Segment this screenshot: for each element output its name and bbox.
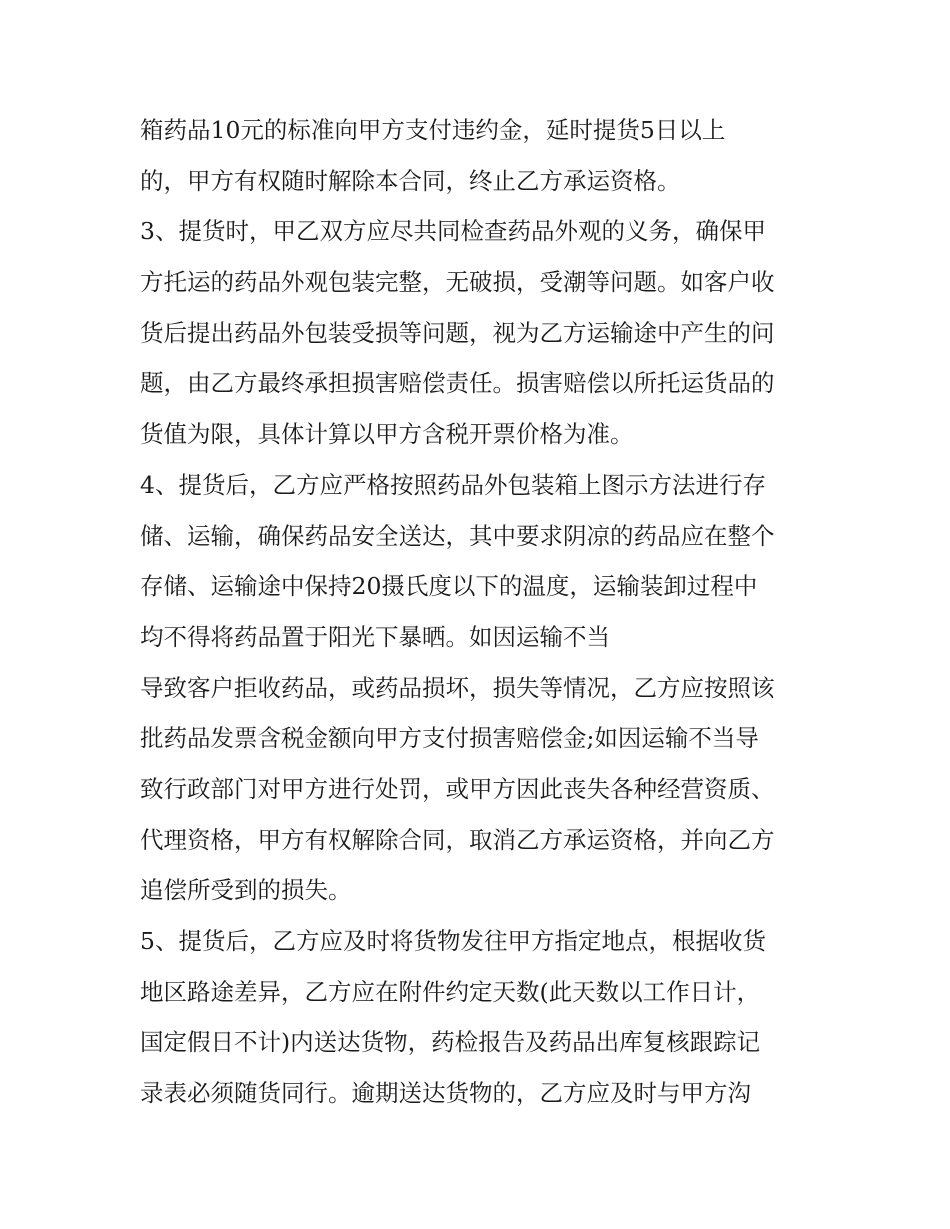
text-line: 国定假日不计)内送达货物，药检报告及药品出库复核跟踪记: [140, 1028, 761, 1057]
text-line: 存储、运输途中保持20摄氏度以下的温度，运输装卸过程中: [140, 572, 758, 601]
text-line: 追偿所受到的损失。: [140, 876, 352, 905]
text-line: 代理资格，甲方有权解除合同，取消乙方承运资格，并向乙方: [140, 825, 775, 854]
text-line: 的，甲方有权随时解除本合同，终止乙方承运资格。: [140, 166, 681, 195]
text-line: 5、提货后，乙方应及时将货物发往甲方指定地点，根据收货: [140, 927, 766, 955]
text-line: 录表必须随货同行。逾期送达货物的，乙方应及时与甲方沟: [140, 1079, 751, 1108]
text-line: 货值为限，具体计算以甲方含税开票价格为准。: [140, 420, 634, 449]
text-line: 致行政部门对甲方进行处罚，或甲方因此丧失各种经营资质、: [140, 774, 775, 803]
text-line: 货后提出药品外包装受损等问题，视为乙方运输途中产生的问: [140, 318, 775, 347]
text-line: 批药品发票含税金额向甲方支付损害赔偿金;如因运输不当导: [140, 724, 759, 753]
text-line: 4、提货后，乙方应严格按照药品外包装箱上图示方法进行存: [140, 470, 766, 499]
text-line: 箱药品10元的标准向甲方支付违约金，延时提货5日以上: [140, 116, 726, 144]
text-line: 导致客户拒收药品，或药品损坏，损失等情况，乙方应按照该: [140, 673, 775, 702]
contract-text-body: [140, 105, 830, 1119]
text-line: 题，由乙方最终承担损害赔偿责任。损害赔偿以所托运货品的: [140, 369, 775, 398]
text-line: 方托运的药品外观包装完整，无破损，受潮等问题。如客户收: [140, 268, 775, 297]
text-line: 储、运输，确保药品安全送达，其中要求阴凉的药品应在整个: [140, 521, 775, 550]
text-line: 3、提货时，甲乙双方应尽共同检查药品外观的义务，确保甲: [140, 217, 766, 246]
text-line: 均不得将药品置于阳光下暴晒。如因运输不当: [140, 622, 610, 651]
text-line: 地区路途差异，乙方应在附件约定天数(此天数以工作日计，: [140, 977, 761, 1006]
